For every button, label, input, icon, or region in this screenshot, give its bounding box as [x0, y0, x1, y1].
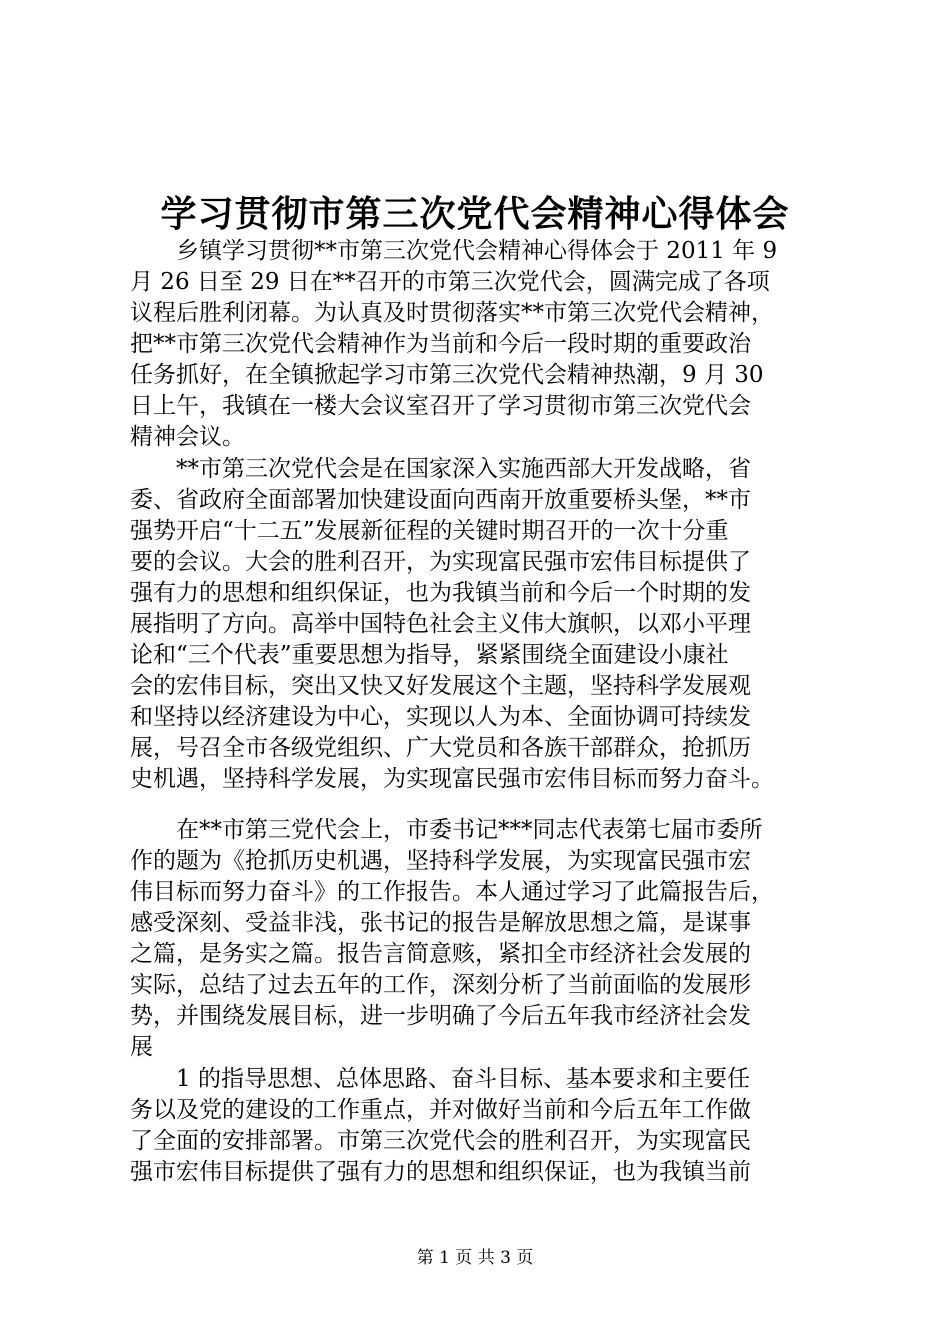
body-line: 强势开启“十二五”发展新征程的关键时期召开的一次十分重 [130, 518, 729, 544]
body-line: 会的宏伟目标，突出又快又好发展这个主题，坚持科学发展观 [130, 673, 751, 699]
body-line: 议程后胜利闭幕。为认真及时贯彻落实**市第三次党代会精神， [130, 300, 774, 326]
body-line: 月 26 日至 29 日在**召开的市第三次党代会，圆满完成了各项 [130, 269, 770, 295]
body-line: 任务抓好，在全镇掀起学习市第三次党代会精神热潮，9 月 30 [130, 362, 764, 388]
body-line: 了全面的安排部署。市第三次党代会的胜利召开，为实现富民 [130, 1128, 751, 1154]
body-line: **市第三次党代会是在国家深入实施西部大开发战略，省 [130, 456, 751, 482]
body-line: 委、省政府全面部署加快建设面向西南开放重要桥头堡，**市 [130, 487, 751, 513]
body-line: 在**市第三党代会上，市委书记***同志代表第七届市委所 [130, 817, 763, 843]
body-line: 伟目标而努力奋斗》的工作报告。本人通过学习了此篇报告后， [130, 879, 774, 905]
body-line: 感受深刻、受益非浅，张书记的报告是解放思想之篇，是谋事 [130, 910, 751, 936]
body-line: 展，号召全市各级党组织、广大党员和各族干部群众，抢抓历 [130, 735, 751, 761]
body-line: 势，并围绕发展目标，进一步明确了今后五年我市经济社会发 [130, 1003, 751, 1029]
body-line: 强市宏伟目标提供了强有力的思想和组织保证，也为我镇当前 [130, 1159, 751, 1185]
body-line: 之篇，是务实之篇。报告言简意赅，紧扣全市经济社会发展的 [130, 941, 751, 967]
page-footer: 第 1 页 共 3 页 [416, 1248, 534, 1268]
body-line: 史机遇，坚持科学发展，为实现富民强市宏伟目标而努力奋斗。 [130, 766, 774, 792]
body-line: 和坚持以经济建设为中心，实现以人为本、全面协调可持续发 [130, 704, 751, 730]
body-line: 展指明了方向。高举中国特色社会主义伟大旗帜，以邓小平理 [130, 611, 751, 637]
body-line: 乡镇学习贯彻**市第三次党代会精神心得体会于 2011 年 9 [130, 238, 778, 264]
body-line: 把**市第三次党代会精神作为当前和今后一段时期的重要政治 [130, 331, 751, 357]
body-line: 展 [130, 1034, 153, 1060]
body-line: 作的题为《抢抓历史机遇，坚持科学发展，为实现富民强市宏 [130, 848, 751, 874]
body-line: 精神会议。 [130, 424, 245, 450]
body-line: 强有力的思想和组织保证，也为我镇当前和今后一个时期的发 [130, 580, 751, 606]
document-title: 学习贯彻市第三次党代会精神心得体会 [160, 194, 790, 235]
body-line: 日上午，我镇在一楼大会议室召开了学习贯彻市第三次党代会 [130, 393, 751, 419]
body-line: 1 的指导思想、总体思路、奋斗目标、基本要求和主要任 [130, 1066, 750, 1092]
body-line: 要的会议。大会的胜利召开，为实现富民强市宏伟目标提供了 [130, 549, 751, 575]
body-line: 论和“三个代表”重要思想为指导，紧紧围绕全面建设小康社 [130, 642, 729, 668]
body-line: 务以及党的建设的工作重点，并对做好当前和今后五年工作做 [130, 1097, 751, 1123]
body-line: 实际，总结了过去五年的工作，深刻分析了当前面临的发展形 [130, 972, 751, 998]
